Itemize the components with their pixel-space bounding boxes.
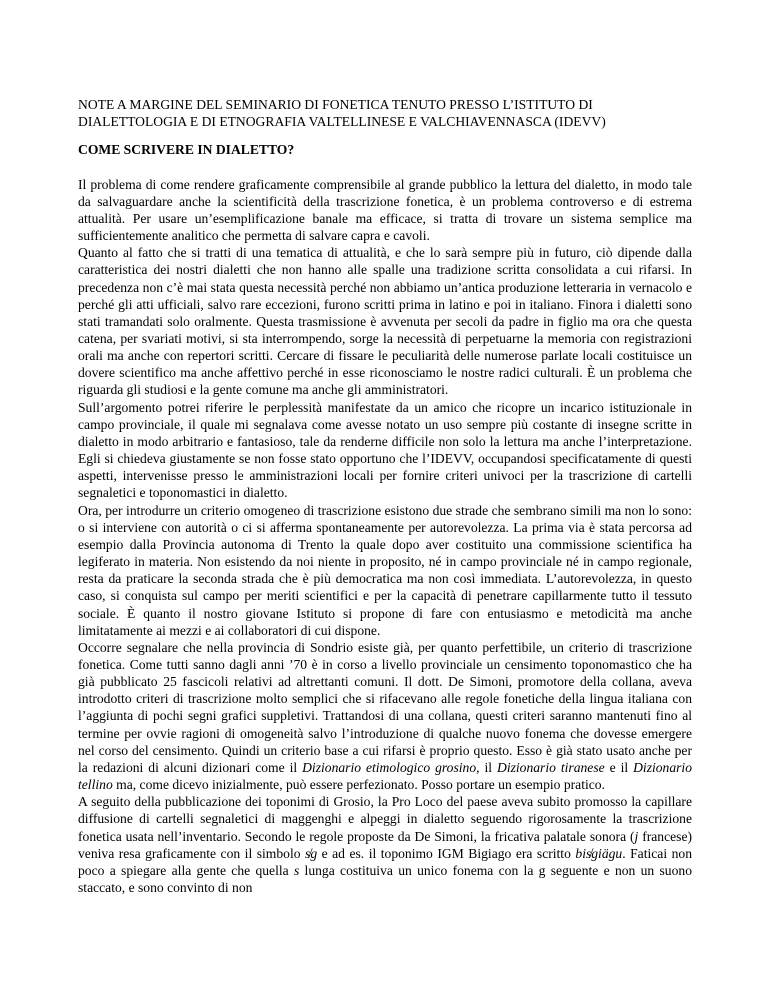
paragraph-3: Sull’argomento potrei riferire le perplessità manifestate da un amico che ricopre un incarico istituzionale in campo provinciale, il quale mi segnalava come avesse notato un uso sempre più costante di insegne scritte in dialetto in modo arbitrario e fantasioso, tale da renderne difficile non solo la lettura ma anche l’interpretazione. Egli si chiedeva giustamente se non fosse stato opportuno che l’IDEVV, occupandosi specificatamente di questi aspetti, intervenisse presso le amministrazioni locali per fornire criteri univoci per la trascrizione di cartelli segnaletici e toponomastici in dialetto. <box>78 399 692 501</box>
italic-s: s <box>293 862 300 878</box>
paragraph-2: Quanto al fatto che si tratti di una tematica di attualità, e che lo sarà sempre più in futuro, ciò dipende dalla caratteristica dei nostri dialetti che non hanno alle spalle una tradizione scritta consolidata a cui rifarsi. In precedenza non c’è mai stata questa necessità perché non abbiamo un’antica produzione letteraria in vernacolo e perché gli atti ufficiali, salvo rare eccezioni, furono scritti prima in latino e poi in italiano. Finora i dialetti sono stati tramandati solo oralmente. Questa trasmissione è avvenuta per secoli da padre in figlio ma ora che questa catena, per svariati motivi, si sta interrompendo, sorge la necessità di perpetuarne la memoria con registrazioni orali ma anche con repertori scritti. Cercare di fissare le peculiarità delle numerose parlate locali costituisce un dovere scientifico ma anche affettivo perché in esse riconosciamo le nostre radici culturali. È un problema che riguarda gli studiosi e la gente comune ma anche gli amministratori. <box>78 245 692 398</box>
paragraph-5-mid-1: , il <box>476 759 497 775</box>
phonetic-symbol: s̸g <box>305 845 318 861</box>
paragraph-4: Ora, per introdurre un criterio omogeneo di trascrizione esistono due strade che sembrano simili ma non lo sono: o si interviene con autorità o ci si afferma spontaneamente per autorevolezza. La prima via è stata percorsa ad esempio dalla Provincia autonoma di Trento la quale dopo aver costituito una commissione scientifica ha legiferato in materia. Non esistendo da noi niente in proposito, né in campo provinciale né in campo regionale, resta da praticare la seconda strada che è più democratica ma non così immediata. L’autorevolezza, in questo caso, si conquista sul campo per meriti scientifici e per la capacità di penetrare capillarmente tutto il tessuto sociale. È quanto il nostro giovane Istituto si propone di fare con entusiasmo e metodicità ma anche limitatamente ai mezzi e ai collaboratori di cui dispone. <box>78 502 692 638</box>
paragraph-5-text: Occorre segnalare che nella provincia di Sondrio esiste già, per quanto perfettibile, un criterio di trascrizione fonetica. Come tutti sanno dagli anni ’70 è in corso a livello provinciale un censimento toponomastico che ha già pubblicato 25 fascicoli relativi ad altrettanti comuni. Il dott. De Simoni, promotore della collana, aveva introdotto criteri di trascrizione molto semplici che si rifacevano alle regole fonetiche della lingua italiana con l’aggiunta di pochi segni grafici suppletivi. Trattandosi di una collana, questi criteri saranno mantenuti fino al termine per ovvie ragioni di omogeneità salvo l’introduzione di qualche nuovo fonema che dovesse emergere nel corso del censimento. Quindi un criterio base a cui rifarsi è proprio questo. Esso è già stato usato anche per la redazioni di alcuni dizionari come il <box>78 639 692 775</box>
paragraph-5 <box>78 639 692 793</box>
paragraph-5-tail: ma, come dicevo inizialmente, può essere perfezionato. Posso portare un esempio pratico. <box>112 777 605 793</box>
italic-dizionario-tellino: Dizionario tellino <box>78 759 693 793</box>
italic-dizionario-grosino: Dizionario etimologico grosino <box>302 759 477 775</box>
document-page <box>78 96 692 896</box>
paragraph-6-mid-2: e ad es. il toponimo IGM Bigiago era scritto <box>317 845 576 861</box>
document-title: NOTE A MARGINE DEL SEMINARIO DI FONETICA TENUTO PRESSO L’ISTITUTO DI DIALETTOLOGIA E DI ETNOGRAFIA VALTELLINESE E VALCHIAVENNASCA (IDEVV) <box>78 97 606 130</box>
document-subtitle: COME SCRIVERE IN DIALETTO? <box>78 142 295 158</box>
paragraph-5-mid-2: e il <box>604 759 634 775</box>
paragraph-6 <box>78 793 692 896</box>
paragraph-1: Il problema di come rendere graficamente comprensibile al grande pubblico la lettura del dialetto, in modo tale da salvaguardare anche la scientificità della trascrizione fonetica, è un problema controverso e di estrema attualità. Per usare un’esemplificazione banale ma efficace, si tratta di trovare un sistema semplice ma sufficientemente analitico che permetta di salvare capra e cavoli. <box>78 176 692 244</box>
italic-toponym: bis̸giägu <box>575 845 623 861</box>
paragraph-6-mid-1: francese) veniva resa graficamente con il simbolo <box>78 828 693 861</box>
italic-dizionario-tiranese: Dizionario tiranese <box>497 759 605 775</box>
paragraph-6-text: A seguito della pubblicazione dei toponimi di Grosio, la Pro Loco del paese aveva subito promosso la capillare diffusione di cartelli segnaletici di maggenghi e alpeggi in dialetto seguendo rigorosamente la trascrizione fonetica usata nell’inventario. Secondo le regole proposte da De Simoni, la fricativa palatale sonora ( <box>78 794 692 844</box>
paragraph-6-continuation: lunga costituiva un unico fonema con la g seguente e non un suono staccato, e sono convinto di non <box>78 862 692 896</box>
paragraph-6-mid-3: . Faticai non poco a spiegare alla gente che quella <box>78 845 692 878</box>
italic-j: j <box>634 828 639 844</box>
